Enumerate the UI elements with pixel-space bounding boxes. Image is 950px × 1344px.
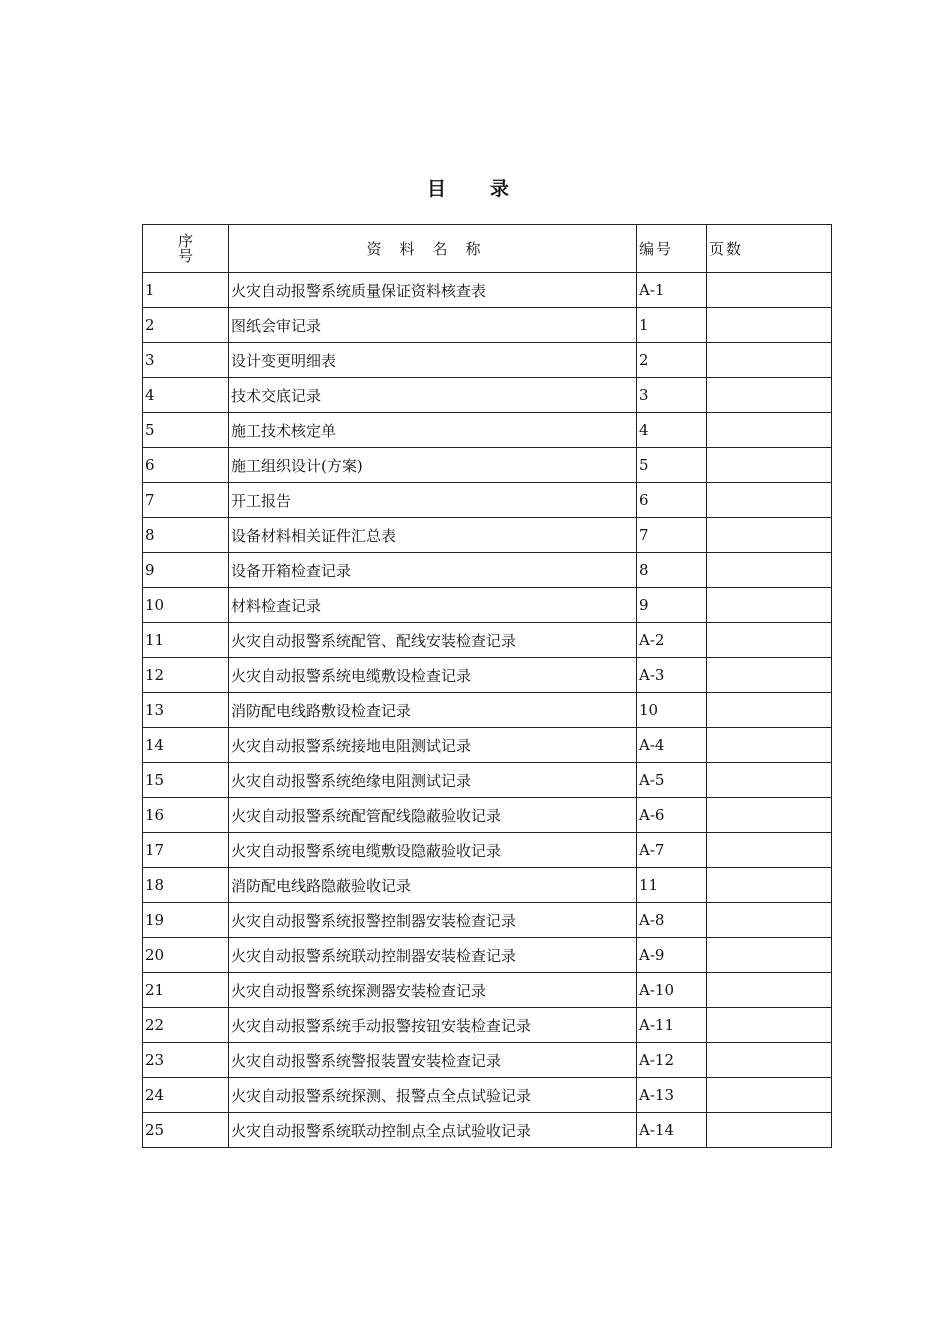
table-row bbox=[143, 728, 832, 763]
row-pages bbox=[707, 413, 832, 448]
row-code: A-6 bbox=[637, 798, 707, 833]
row-code: A-12 bbox=[637, 1043, 707, 1078]
table-row bbox=[143, 693, 832, 728]
row-pages bbox=[707, 693, 832, 728]
row-pages bbox=[707, 378, 832, 413]
table-row bbox=[143, 623, 832, 658]
row-pages bbox=[707, 1043, 832, 1078]
row-pages bbox=[707, 448, 832, 483]
page-title: 目录 bbox=[426, 178, 553, 200]
row-seq: 13 bbox=[143, 693, 229, 728]
table-row bbox=[143, 1078, 832, 1113]
row-pages bbox=[707, 518, 832, 553]
header-pages: 页数 bbox=[707, 225, 832, 273]
table-row bbox=[143, 658, 832, 693]
row-seq: 6 bbox=[143, 448, 229, 483]
row-pages bbox=[707, 728, 832, 763]
row-code: 5 bbox=[637, 448, 707, 483]
row-seq: 19 bbox=[143, 903, 229, 938]
header-seq-line1: 序 bbox=[177, 231, 193, 250]
table-row bbox=[143, 1008, 832, 1043]
row-seq: 12 bbox=[143, 658, 229, 693]
table-body bbox=[143, 273, 832, 1148]
row-pages bbox=[707, 343, 832, 378]
row-code: 9 bbox=[637, 588, 707, 623]
row-pages bbox=[707, 833, 832, 868]
row-name: 技术交底记录 bbox=[229, 378, 637, 413]
row-pages bbox=[707, 798, 832, 833]
row-code: A-9 bbox=[637, 938, 707, 973]
row-code: 1 bbox=[637, 308, 707, 343]
row-name: 火灾自动报警系统联动控制点全点试验收记录 bbox=[229, 1113, 637, 1148]
row-code: A-3 bbox=[637, 658, 707, 693]
row-seq: 1 bbox=[143, 273, 229, 308]
row-code: A-13 bbox=[637, 1078, 707, 1113]
row-code: A-1 bbox=[637, 273, 707, 308]
row-seq: 2 bbox=[143, 308, 229, 343]
row-seq: 20 bbox=[143, 938, 229, 973]
row-seq: 15 bbox=[143, 763, 229, 798]
row-code: 6 bbox=[637, 483, 707, 518]
row-name: 施工技术核定单 bbox=[229, 413, 637, 448]
row-pages bbox=[707, 868, 832, 903]
table-row bbox=[143, 1043, 832, 1078]
row-code: A-2 bbox=[637, 623, 707, 658]
row-code: 7 bbox=[637, 518, 707, 553]
table-row bbox=[143, 938, 832, 973]
row-code: 10 bbox=[637, 693, 707, 728]
table-row bbox=[143, 483, 832, 518]
row-seq: 14 bbox=[143, 728, 229, 763]
row-name: 材料检查记录 bbox=[229, 588, 637, 623]
table-of-contents bbox=[142, 224, 832, 1148]
row-code: A-5 bbox=[637, 763, 707, 798]
row-seq: 5 bbox=[143, 413, 229, 448]
header-row bbox=[143, 225, 832, 273]
table-row bbox=[143, 588, 832, 623]
row-seq: 8 bbox=[143, 518, 229, 553]
table-row bbox=[143, 798, 832, 833]
row-seq: 21 bbox=[143, 973, 229, 1008]
row-name: 火灾自动报警系统配管、配线安装检查记录 bbox=[229, 623, 637, 658]
row-name: 火灾自动报警系统质量保证资料核查表 bbox=[229, 273, 637, 308]
row-code: A-7 bbox=[637, 833, 707, 868]
row-pages bbox=[707, 1008, 832, 1043]
table-row bbox=[143, 868, 832, 903]
table-row bbox=[143, 763, 832, 798]
row-name: 消防配电线路敷设检查记录 bbox=[229, 693, 637, 728]
row-pages bbox=[707, 763, 832, 798]
table-header bbox=[143, 225, 832, 273]
row-pages bbox=[707, 588, 832, 623]
row-code: A-11 bbox=[637, 1008, 707, 1043]
row-pages bbox=[707, 1078, 832, 1113]
table-row bbox=[143, 448, 832, 483]
row-pages bbox=[707, 308, 832, 343]
row-name: 火灾自动报警系统报警控制器安装检查记录 bbox=[229, 903, 637, 938]
row-seq: 10 bbox=[143, 588, 229, 623]
row-code: 3 bbox=[637, 378, 707, 413]
row-name: 施工组织设计(方案) bbox=[229, 448, 637, 483]
row-code: 4 bbox=[637, 413, 707, 448]
row-seq: 9 bbox=[143, 553, 229, 588]
row-code: 11 bbox=[637, 868, 707, 903]
row-name: 消防配电线路隐蔽验收记录 bbox=[229, 868, 637, 903]
table-row bbox=[143, 903, 832, 938]
row-pages bbox=[707, 973, 832, 1008]
table-row bbox=[143, 973, 832, 1008]
row-seq: 7 bbox=[143, 483, 229, 518]
row-pages bbox=[707, 903, 832, 938]
row-code: A-4 bbox=[637, 728, 707, 763]
row-code: A-8 bbox=[637, 903, 707, 938]
row-pages bbox=[707, 273, 832, 308]
table-row bbox=[143, 308, 832, 343]
row-name: 火灾自动报警系统警报装置安装检查记录 bbox=[229, 1043, 637, 1078]
row-seq: 25 bbox=[143, 1113, 229, 1148]
row-seq: 4 bbox=[143, 378, 229, 413]
row-pages bbox=[707, 483, 832, 518]
row-seq: 22 bbox=[143, 1008, 229, 1043]
row-name: 火灾自动报警系统电缆敷设隐蔽验收记录 bbox=[229, 833, 637, 868]
row-pages bbox=[707, 1113, 832, 1148]
header-seq bbox=[143, 225, 229, 273]
row-name: 火灾自动报警系统配管配线隐蔽验收记录 bbox=[229, 798, 637, 833]
row-name: 火灾自动报警系统探测、报警点全点试验记录 bbox=[229, 1078, 637, 1113]
row-seq: 16 bbox=[143, 798, 229, 833]
table-row bbox=[143, 553, 832, 588]
table-row bbox=[143, 518, 832, 553]
row-seq: 24 bbox=[143, 1078, 229, 1113]
row-name: 设备开箱检查记录 bbox=[229, 553, 637, 588]
row-code: A-14 bbox=[637, 1113, 707, 1148]
table-row bbox=[143, 1113, 832, 1148]
row-name: 开工报告 bbox=[229, 483, 637, 518]
row-name: 火灾自动报警系统手动报警按钮安装检查记录 bbox=[229, 1008, 637, 1043]
table-row bbox=[143, 343, 832, 378]
table-row bbox=[143, 378, 832, 413]
row-name: 火灾自动报警系统电缆敷设检查记录 bbox=[229, 658, 637, 693]
row-name: 图纸会审记录 bbox=[229, 308, 637, 343]
table-row bbox=[143, 273, 832, 308]
row-seq: 18 bbox=[143, 868, 229, 903]
row-pages bbox=[707, 623, 832, 658]
row-seq: 23 bbox=[143, 1043, 229, 1078]
row-pages bbox=[707, 938, 832, 973]
row-code: 2 bbox=[637, 343, 707, 378]
table-row bbox=[143, 413, 832, 448]
header-code: 编号 bbox=[637, 225, 707, 273]
row-name: 火灾自动报警系统联动控制器安装检查记录 bbox=[229, 938, 637, 973]
row-name: 设备材料相关证件汇总表 bbox=[229, 518, 637, 553]
row-code: A-10 bbox=[637, 973, 707, 1008]
row-seq: 3 bbox=[143, 343, 229, 378]
row-pages bbox=[707, 658, 832, 693]
table-row bbox=[143, 833, 832, 868]
header-name: 资料名称 bbox=[229, 225, 637, 273]
row-name: 火灾自动报警系统探测器安装检查记录 bbox=[229, 973, 637, 1008]
row-name: 火灾自动报警系统绝缘电阻测试记录 bbox=[229, 763, 637, 798]
row-name: 设计变更明细表 bbox=[229, 343, 637, 378]
row-pages bbox=[707, 553, 832, 588]
row-seq: 11 bbox=[143, 623, 229, 658]
row-code: 8 bbox=[637, 553, 707, 588]
row-seq: 17 bbox=[143, 833, 229, 868]
header-seq-line2: 号 bbox=[177, 246, 193, 265]
row-name: 火灾自动报警系统接地电阻测试记录 bbox=[229, 728, 637, 763]
